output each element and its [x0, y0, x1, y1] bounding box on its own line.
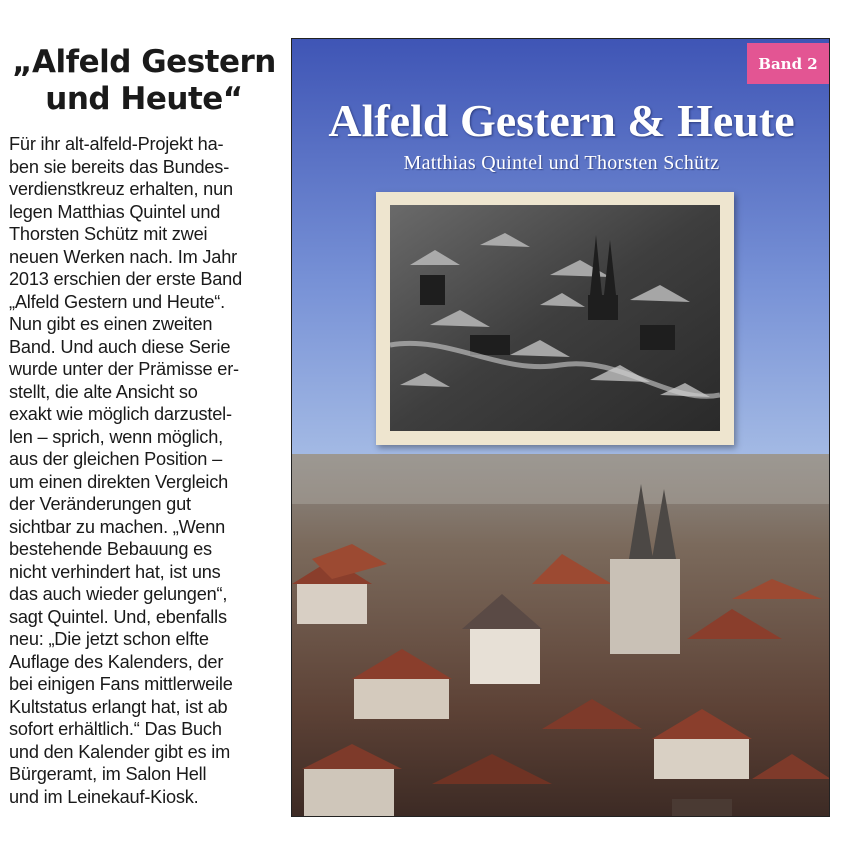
- body-line: nicht verhindert hat, ist uns: [9, 561, 221, 582]
- body-line: sagt Quintel. Und, ebenfalls: [9, 606, 227, 627]
- headline-line-1: „Alfeld Gestern: [12, 44, 276, 80]
- body-line: Für ihr alt-alfeld-Projekt ha-: [9, 134, 224, 154]
- body-line: und den Kalender gibt es im: [9, 741, 231, 762]
- historic-photo-frame: [376, 192, 734, 445]
- body-line: legen Matthias Quintel und: [9, 201, 221, 222]
- body-line: der Veränderungen gut: [9, 494, 191, 514]
- body-line: Bürgeramt, im Salon Hell: [9, 764, 207, 784]
- body-line: sofort erhältlich.“ Das Buch: [9, 719, 222, 739]
- body-line: bei einigen Fans mittlerweile: [9, 674, 233, 694]
- body-line: das auch wieder gelungen“,: [9, 584, 228, 604]
- body-line: aus der gleichen Position –: [9, 449, 222, 469]
- cover-title: Alfeld Gestern & Heute: [328, 95, 795, 146]
- body-line: „Alfeld Gestern und Heute“.: [9, 291, 225, 312]
- body-line: um einen direkten Vergleich: [9, 471, 229, 492]
- body-line: Kultstatus erlangt hat, ist ab: [9, 696, 228, 717]
- body-line: exakt wie möglich darzustel-: [9, 404, 232, 424]
- body-line: stellt, die alte Ansicht so: [9, 381, 198, 402]
- article-headline: [8, 44, 280, 118]
- body-line: Auflage des Kalenders, der: [9, 651, 224, 672]
- body-line: bestehende Bebauung es: [9, 539, 212, 559]
- body-line: len – sprich, wenn möglich,: [9, 426, 223, 447]
- body-line: ben sie bereits das Bundes-: [9, 156, 230, 177]
- body-line: wurde unter der Prämisse er-: [9, 359, 239, 379]
- volume-badge: Band 2: [747, 43, 829, 84]
- body-line: neuen Werken nach. Im Jahr: [9, 246, 237, 267]
- body-line: neu: „Die jetzt schon elfte: [9, 629, 209, 649]
- body-line: 2013 erschien der erste Band: [9, 269, 243, 289]
- book-cover: [291, 38, 830, 817]
- body-line: verdienstkreuz erhalten, nun: [9, 179, 233, 199]
- historic-town-photo: [390, 205, 720, 431]
- body-line: Thorsten Schütz mit zwei: [9, 224, 208, 244]
- cover-authors: Matthias Quintel und Thorsten Schütz: [403, 152, 720, 174]
- headline-line-2: und Heute“: [45, 81, 243, 117]
- body-line: und im Leinekauf-Kiosk.: [9, 786, 199, 807]
- body-line: Band. Und auch diese Serie: [9, 336, 231, 357]
- body-line: Nun gibt es einen zweiten: [9, 314, 213, 334]
- body-line: sichtbar zu machen. „Wenn: [9, 516, 226, 537]
- article-body: [9, 133, 281, 808]
